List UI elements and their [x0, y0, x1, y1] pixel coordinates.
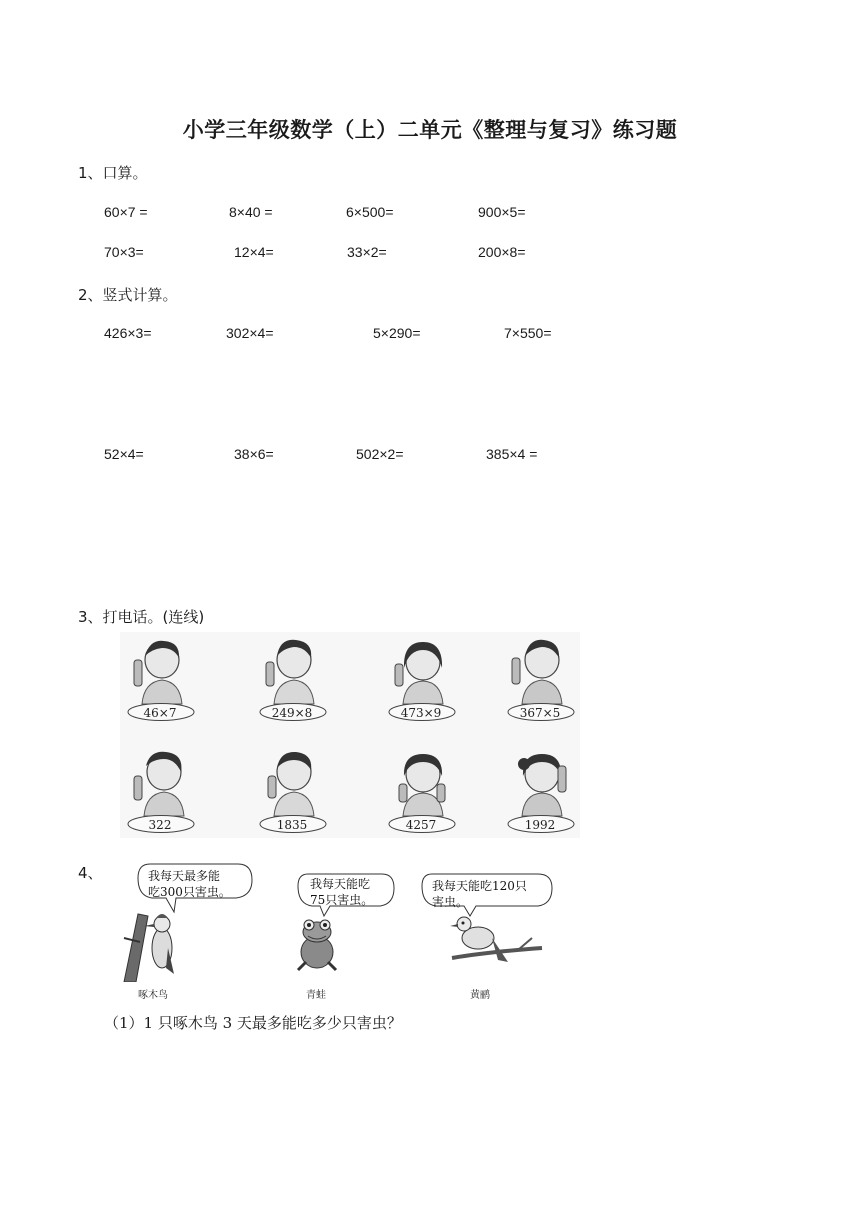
equation-label: 249×8 [271, 706, 313, 720]
woodpecker-icon [120, 908, 190, 982]
bubble-text: 我每天最多能 吃300只害虫。 [148, 869, 231, 899]
oral-problem: 60×7 = [104, 204, 148, 220]
oral-problem: 12×4= [234, 244, 274, 260]
oral-problem: 70×3= [104, 244, 144, 260]
child-with-phone [124, 634, 200, 722]
answer-label: 322 [148, 818, 172, 832]
bubble-text: 我每天能吃120只 害虫。 [432, 879, 527, 909]
oral-problem: 900×5= [478, 204, 526, 220]
equation-label: 367×5 [519, 706, 561, 720]
equation-label: 46×7 [143, 706, 177, 720]
animal-name: 青蛙 [306, 990, 326, 1001]
child-with-phone [504, 746, 580, 834]
oriole-icon [448, 912, 544, 974]
oral-problem: 200×8= [478, 244, 526, 260]
oral-problem: 33×2= [347, 244, 387, 260]
frog-icon [292, 916, 342, 974]
answer-label: 1835 [276, 818, 308, 832]
section1-heading: 1、口算。 [78, 164, 148, 182]
page-title: 小学三年级数学（上）二单元《整理与复习》练习题 [182, 118, 678, 142]
question-1: （1）1 只啄木鸟 3 天最多能吃多少只害虫？ [104, 1014, 402, 1032]
vertical-problem: 302×4= [226, 325, 274, 341]
answer-label: 4257 [405, 818, 437, 832]
child-with-phone [256, 634, 332, 722]
child-with-phone [385, 634, 461, 722]
vertical-problem: 426×3= [104, 325, 152, 341]
vertical-problem: 5×290= [373, 325, 421, 341]
child-with-phone [504, 634, 580, 722]
section2-heading: 2、竖式计算。 [78, 286, 178, 304]
vertical-problem: 502×2= [356, 446, 404, 462]
child-with-phone [256, 746, 332, 834]
section4-number: 4、 [78, 864, 103, 882]
bubble-text: 我每天能吃 75只害虫。 [310, 877, 374, 907]
equation-label: 473×9 [400, 706, 442, 720]
vertical-problem: 7×550= [504, 325, 552, 341]
child-with-phone [385, 746, 461, 834]
vertical-problem: 52×4= [104, 446, 144, 462]
animal-name: 啄木鸟 [138, 990, 168, 1001]
answer-label: 1992 [524, 818, 556, 832]
oral-problem: 6×500= [346, 204, 394, 220]
vertical-problem: 38×6= [234, 446, 274, 462]
section3-heading: 3、打电话。(连线) [78, 608, 205, 626]
child-with-phone [124, 746, 200, 834]
animal-name: 黄鹂 [470, 990, 490, 1001]
oral-problem: 8×40 = [229, 204, 273, 220]
vertical-problem: 385×4 = [486, 446, 538, 462]
